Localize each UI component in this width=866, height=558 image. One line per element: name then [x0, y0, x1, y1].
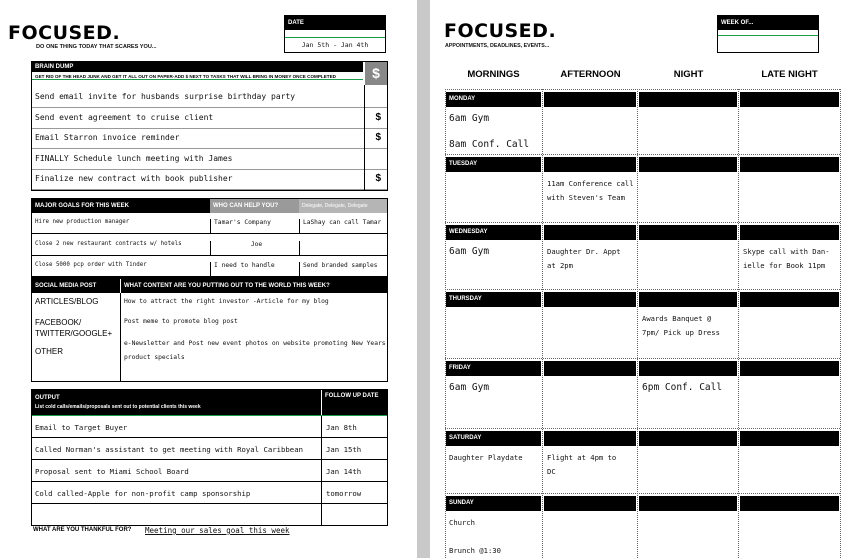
schedule-entry[interactable]: 6pm Conf. Call: [642, 382, 723, 393]
day-header-band: [639, 92, 737, 107]
brain-dump-item-text[interactable]: Email Starron invoice reminder: [35, 133, 180, 142]
day-divider: [445, 89, 840, 90]
social-media-section: [31, 278, 388, 382]
day-name-monday: MONDAY: [449, 96, 476, 102]
left-tagline: DO ONE THING TODAY THAT SCARES YOU...: [36, 44, 157, 50]
major-goals-section: [31, 198, 388, 278]
day-header-band: [740, 225, 839, 240]
goal-helper[interactable]: Joe: [210, 241, 299, 256]
day-header-band: [639, 157, 737, 172]
output-task[interactable]: Proposal sent to Miami School Board: [35, 467, 189, 476]
schedule-entry[interactable]: Skype call with Dan- ielle for Book 11pm: [743, 247, 830, 270]
output-follow-up-date[interactable]: Jan 8th: [321, 416, 387, 437]
output-follow-up-date[interactable]: tomorrow: [321, 482, 387, 503]
channel-articles-blog: ARTICLES/BLOG: [35, 297, 99, 306]
right-tagline: APPOINTMENTS, DEADLINES, EVENTS...: [445, 43, 550, 49]
goal-row: [32, 256, 387, 277]
day-header-band: [544, 431, 636, 446]
grid-column-divider: [542, 89, 543, 558]
day-header-band: [740, 292, 839, 307]
brain-dump-title: BRAIN DUMP: [32, 62, 363, 72]
day-name-saturday: SATURDAY: [449, 435, 482, 441]
output-title: OUTPUT: [35, 395, 60, 401]
brain-dump-item: [32, 129, 387, 149]
output-follow-up-date[interactable]: Jan 15th: [321, 438, 387, 459]
day-name-tuesday: TUESDAY: [449, 161, 478, 167]
day-divider: [445, 222, 840, 223]
thankful-value[interactable]: Meeting our sales goal this week: [145, 526, 290, 535]
delegate-header: Delegate, Delegate, Delegate: [299, 199, 387, 213]
right-brand-title: FOCUSED.: [444, 20, 557, 42]
day-divider: [445, 493, 840, 494]
channel-other: OTHER: [35, 347, 63, 356]
output-follow-up-date[interactable]: Jan 14th: [321, 460, 387, 481]
output-row: [32, 460, 387, 482]
column-afternoon: AFTERNOON: [560, 69, 621, 80]
schedule-entry[interactable]: Flight at 4pm to DC: [547, 453, 617, 476]
day-header-band: [740, 92, 839, 107]
day-header-band: [544, 361, 636, 376]
schedule-entry[interactable]: 11am Conference call with Steven's Team: [547, 179, 634, 202]
major-goals-title: MAJOR GOALS FOR THIS WEEK: [32, 199, 210, 213]
day-header-band: [740, 496, 839, 511]
week-of-value[interactable]: [718, 35, 818, 45]
content-item[interactable]: How to attract the right investor -Article for my blog: [124, 298, 329, 305]
day-name-thursday: THURSDAY: [449, 296, 482, 302]
output-section: [31, 389, 388, 526]
schedule-entry[interactable]: Daughter Playdate: [449, 453, 523, 462]
content-item[interactable]: Post meme to promote blog post: [124, 318, 238, 325]
output-follow-up-date[interactable]: [321, 504, 387, 525]
goal-text[interactable]: Hire new production manager: [35, 219, 130, 225]
output-row: [32, 504, 387, 526]
brain-dump-item: [32, 109, 387, 129]
brain-dump-item: [32, 170, 387, 190]
output-task[interactable]: Email to Target Buyer: [35, 423, 128, 432]
brain-dump-subtitle: GET RID OF THE HEAD JUNK AND GET IT ALL OUT ON PAPER-ADD $ NEXT TO TASKS THAT WILL BRING IN MONEY ONCE COMPLETED: [32, 72, 363, 80]
content-header: WHAT CONTENT ARE YOU PUTTING OUT TO THE WORLD THIS WEEK?: [121, 279, 387, 293]
day-divider: [445, 154, 840, 155]
day-divider: [445, 358, 840, 359]
date-value[interactable]: Jan 5th - Jan 4th: [285, 37, 385, 49]
brain-dump-item-text[interactable]: FINALLY Schedule lunch meeting with James: [35, 153, 233, 163]
day-header-band: [740, 431, 839, 446]
money-marker: $: [375, 132, 381, 143]
money-column-divider: [364, 85, 365, 190]
grid-column-divider: [637, 89, 638, 558]
day-name-wednesday: WEDNESDAY: [449, 229, 488, 235]
output-row: [32, 438, 387, 460]
output-row: [32, 416, 387, 438]
day-header-band: [740, 157, 839, 172]
goal-text[interactable]: Close 2 new restaurant contracts w/ hotels: [35, 240, 182, 247]
week-of-label: WEEK OF...: [718, 16, 818, 30]
goal-delegate[interactable]: [299, 241, 387, 256]
schedule-entry[interactable]: Church Brunch @1:30: [449, 518, 501, 555]
channel-facebook-twitter-google: FACEBOOK/ TWITTER/GOOGLE+: [35, 318, 113, 338]
schedule-entry[interactable]: Daughter Dr. Appt at 2pm: [547, 247, 621, 270]
who-can-help-header: WHO CAN HELP YOU?: [210, 199, 299, 213]
brain-dump-item-text[interactable]: Send event agreement to cruise client: [35, 112, 214, 122]
day-header-band: [639, 292, 737, 307]
date-label: DATE: [285, 16, 385, 30]
goal-row: [32, 235, 387, 256]
thankful-label: WHAT ARE YOU THANKFUL FOR?: [33, 527, 132, 533]
goal-delegate[interactable]: LaShay can call Tamar: [299, 219, 387, 234]
output-task[interactable]: Cold called-Apple for non-profit camp sponsorship: [35, 489, 251, 498]
social-media-header: SOCIAL MEDIA POST: [32, 279, 121, 293]
grid-column-divider: [840, 89, 841, 558]
week-of-box: [717, 15, 819, 53]
money-marker: $: [375, 111, 381, 123]
column-late-night: LATE NIGHT: [761, 69, 818, 80]
column-night: NIGHT: [673, 69, 704, 80]
money-marker: $: [375, 173, 381, 184]
goal-helper[interactable]: I need to handle: [210, 262, 299, 277]
output-subtitle: List cold calls/emails/proposals sent out to potential clients this week: [35, 404, 201, 410]
goal-helper[interactable]: Tamar's Company: [210, 219, 299, 234]
day-name-sunday: SUNDAY: [449, 500, 474, 506]
content-item[interactable]: e-Newsletter and Post new event photos on website promoting New Years product specials: [124, 340, 386, 361]
day-header-band: [544, 157, 636, 172]
date-box: [284, 15, 386, 53]
day-header-band: [639, 225, 737, 240]
left-brand-title: FOCUSED.: [8, 22, 121, 44]
brain-dump-item: [32, 88, 387, 108]
output-task[interactable]: Called Norman's assistant to get meeting with Royal Caribbean: [35, 445, 303, 454]
brain-dump-item-text[interactable]: Finalize new contract with book publisher: [35, 174, 233, 183]
brain-dump-item: [32, 150, 387, 170]
column-mornings: MORNINGS: [467, 69, 520, 80]
brain-dump-item-text[interactable]: Send email invite for husbands surprise birthday party: [35, 92, 296, 101]
day-name-friday: FRIDAY: [449, 365, 471, 371]
day-header-band: [544, 225, 636, 240]
day-header-band: [740, 361, 839, 376]
goal-text[interactable]: Close 5000 pcp order with Tinder: [35, 262, 147, 268]
follow-up-header: FOLLOW UP DATE: [321, 390, 387, 415]
day-header-band: [544, 92, 636, 107]
day-header-band: [639, 496, 737, 511]
day-divider: [445, 289, 840, 290]
day-divider: [445, 428, 840, 429]
day-header-band: [544, 496, 636, 511]
day-header-band: [544, 292, 636, 307]
grid-column-divider: [738, 89, 739, 558]
brain-dump-section: [31, 61, 388, 191]
schedule-entry[interactable]: 6am Gym: [449, 246, 490, 257]
weekly-focus-page: [0, 0, 417, 558]
schedule-entry[interactable]: 6am Gym 8am Conf. Call: [449, 113, 530, 150]
schedule-entry[interactable]: 6am Gym: [449, 382, 490, 393]
output-row: [32, 482, 387, 504]
goal-delegate[interactable]: Send branded samples: [299, 262, 387, 277]
schedule-entry[interactable]: Awards Banquet @ 7pm/ Pick up Dress: [642, 314, 720, 337]
day-header-band: [639, 431, 737, 446]
goal-row: [32, 213, 387, 234]
money-column-header: $: [365, 62, 387, 85]
day-header-band: [639, 361, 737, 376]
weekly-schedule-page: [430, 0, 866, 558]
